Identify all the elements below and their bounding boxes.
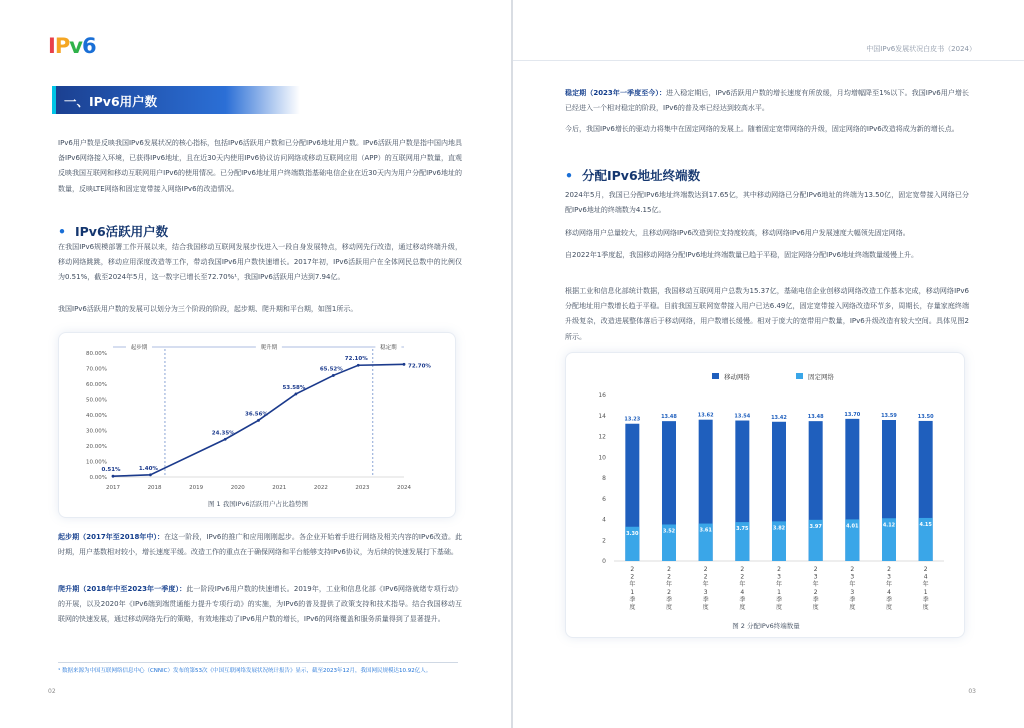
x-category-char: 2: [667, 566, 671, 573]
allocated-paragraph-2: 移动网络用户总量较大，且移动网络IPv6改造到位支持度较高，移动网络IPv6用户发展速度大幅领先固定网络。: [565, 229, 910, 237]
x-category-char: 度: [885, 604, 893, 611]
bullet-icon: •: [565, 168, 573, 183]
phase2-label: 爬升期（2018年中至2023年一季度）：: [58, 585, 187, 593]
y-tick-label: 10.00%: [86, 459, 107, 466]
x-category-char: 3: [887, 573, 891, 581]
x-category-char: 4: [740, 588, 745, 596]
x-tick-label: 2017: [106, 485, 120, 491]
phase-label: 爬升期: [260, 345, 278, 351]
bar-label-fixed: 3.61: [699, 527, 712, 534]
x-category-char: 年: [885, 581, 893, 589]
allocated-ipv6-bar-chart: [566, 357, 966, 619]
page-number-left: 02: [48, 688, 56, 695]
x-category-char: 2: [703, 566, 708, 573]
x-category-char: 年: [775, 581, 783, 589]
footnote-divider: [58, 662, 458, 663]
data-label: 72.10%: [344, 356, 368, 363]
bar-label-mobile: 13.48: [807, 414, 824, 421]
x-category-char: 1: [630, 588, 635, 596]
phase3-text: 进入稳定期后，IPv6活跃用户数的增长速度有所放缓，月均增幅降至1%以下。我国IPv6用户增长已经进入一个相对稳定的阶段，IPv6的普及率已经达到较高水平。: [565, 89, 970, 113]
page-left: [0, 0, 511, 728]
x-category-char: 季: [702, 596, 709, 604]
x-category-char: 年: [739, 581, 746, 589]
data-label: 65.52%: [319, 366, 343, 373]
x-category-char: 季: [849, 596, 856, 604]
x-category-char: 2: [923, 566, 928, 573]
subsection-title: IPv6活跃用户数: [75, 224, 169, 239]
subsection-title: 分配IPv6地址终端数: [582, 168, 701, 183]
x-category-char: 度: [739, 604, 746, 611]
data-label: 36.56%: [245, 411, 268, 418]
x-category-char: 季: [739, 596, 746, 604]
x-category-char: 度: [665, 604, 673, 611]
x-category-char: 度: [702, 604, 709, 611]
phase-label: 起步期: [130, 345, 148, 351]
allocated-paragraph-1: 2024年5月，我国已分配IPv6地址终端数达到17.65亿，其中移动网络已分配IPv6地址的终端为13.50亿，固定宽带接入网络已分配IPv6地址的终端数为4.15亿。: [565, 191, 969, 215]
data-label: 53.58%: [282, 384, 306, 391]
bar-label-mobile: 13.70: [844, 411, 861, 418]
x-category-char: 季: [629, 596, 636, 604]
phases-intro-paragraph: 我国IPv6活跃用户数的发展可以划分为三个阶段的阶段，起步期、爬升期和平台期，如图1所示。: [58, 305, 358, 313]
x-category-char: 4: [887, 588, 891, 596]
x-tick-label: 2023: [355, 485, 370, 491]
phase1-paragraph: [58, 530, 462, 560]
y-tick-label: 40.00%: [86, 413, 107, 419]
page-number-right: 03: [968, 688, 976, 695]
legend-label: 固定网络: [808, 373, 834, 381]
bar-label-fixed: 3.75: [736, 526, 749, 533]
data-point: [112, 475, 115, 478]
report-title-header: 中国IPv6发展状况白皮书（2024）: [866, 45, 976, 53]
data-label: 72.70%: [408, 363, 431, 370]
x-category-char: 4: [923, 573, 928, 581]
legend-swatch: [712, 373, 719, 379]
figure2-caption: 图 2 分配IPv6终端数量: [732, 622, 800, 630]
x-category-char: 3: [813, 573, 818, 581]
phase1-label: 起步期（2017年至2018年中）：: [58, 533, 165, 541]
y-tick-label: 8: [602, 475, 606, 482]
data-point: [357, 364, 360, 367]
bar-label-mobile: 13.54: [734, 413, 751, 420]
phase1-text: 在这一阶段，IPv6的推广和应用刚刚起步。各企业开始着手进行网络及相关内容的IPv6改造。此时期，用户基数相对较小，增长速度平缓。改造工作的重点在于确保网络和平台能够支持IPv6协议，为后续的快速发展打下基础。: [58, 533, 463, 557]
y-tick-label: 60.00%: [86, 382, 107, 388]
ipv6-active-user-line-chart: [59, 339, 457, 499]
future-paragraph: 今后，我国IPv6增长的驱动力将集中在固定网络的发展上。随着固定宽带网络的升级，固定网络的IPv6改造将成为新的增长点。: [565, 125, 959, 133]
x-category-char: 2: [813, 566, 818, 573]
bar-label-fixed: 3.82: [772, 525, 786, 532]
y-tick-label: 14: [598, 412, 606, 420]
y-tick-label: 20.00%: [86, 444, 107, 450]
x-tick-label: 2021: [272, 485, 287, 491]
x-category-char: 度: [922, 604, 929, 611]
y-tick-label: 12: [598, 433, 606, 441]
data-point: [257, 419, 260, 422]
x-tick-label: 2022: [313, 485, 328, 491]
x-tick-label: 2024: [397, 485, 411, 491]
x-tick-label: 2020: [230, 485, 245, 491]
x-category-char: 季: [665, 596, 673, 604]
y-tick-label: 2: [602, 537, 606, 545]
y-tick-label: 16: [598, 392, 606, 399]
figure1-card: [58, 332, 456, 518]
y-tick-label: 70.00%: [86, 366, 107, 373]
x-category-char: 年: [702, 581, 709, 589]
footnote: ¹ 数据来源为中国互联网络信息中心（CNNIC）发布的第53次《中国互联网络发展状况统计报告》显示，截至2023年12月，我国网民规模达10.92亿人。: [58, 668, 432, 674]
x-category-char: 季: [885, 596, 893, 604]
y-tick-label: 6: [602, 495, 606, 503]
data-point: [295, 393, 298, 396]
x-tick-label: 2018: [147, 485, 162, 491]
bar-label-fixed: 4.12: [882, 522, 896, 529]
y-tick-label: 0.00%: [89, 475, 107, 481]
phase-label: 稳定期: [380, 345, 397, 351]
y-tick-label: 80.00%: [86, 351, 107, 357]
x-category-char: 2: [630, 566, 635, 573]
figure1-caption: 图 1 我国IPv6活跃用户占比趋势图: [207, 500, 309, 508]
bar-label-mobile: 13.23: [624, 416, 641, 423]
x-category-char: 度: [849, 604, 856, 611]
data-label: 0.51%: [101, 467, 121, 474]
x-category-char: 2: [740, 573, 745, 581]
x-category-char: 3: [777, 573, 781, 581]
x-category-char: 2: [740, 566, 745, 573]
bar-label-fixed: 4.15: [919, 521, 932, 528]
phase2-paragraph: [58, 582, 462, 628]
bar-label-mobile: 13.50: [917, 413, 934, 420]
x-tick-label: 2019: [189, 485, 204, 491]
bar-label-fixed: 3.52: [662, 528, 676, 535]
x-category-char: 1: [777, 588, 781, 596]
data-point: [149, 473, 152, 476]
intro-paragraph: IPv6用户数是反映我国IPv6发展状况的核心指标，包括IPv6活跃用户数和已分配IPv6地址用户数。IPv6活跃用户数是指中国内地具备IPv6网络接入环境，已获得IPv6地址，且在近30天内使用IPv6协议访问网络或移动互联网应用（APP）的互联网用户数量，直观反映我国互联网和移动互联网用户IPv6的使用情况。已分配IPv6地址用户终端数指基础电信企业在近30天内为用户分配IPv6地址的数量，反映LTE网络和固定宽带接入网络IPv6的改造情况。: [58, 139, 462, 193]
data-label: 1.40%: [138, 465, 158, 472]
data-point: [224, 438, 227, 441]
bar-label-mobile: 13.62: [697, 412, 714, 419]
x-category-char: 2: [630, 573, 635, 581]
x-category-char: 2: [813, 588, 818, 596]
legend-swatch: [796, 373, 803, 379]
x-category-char: 季: [775, 596, 783, 604]
bullet-icon: •: [58, 224, 66, 239]
x-category-char: 度: [812, 604, 819, 611]
ipv6-logo: IPv6: [48, 34, 96, 58]
y-tick-label: 4: [602, 516, 606, 524]
x-category-char: 2: [667, 573, 671, 581]
bar-label-fixed: 4.01: [846, 523, 859, 530]
y-tick-label: 10: [598, 454, 606, 462]
phase3-label: 稳定期（2023年一季度至今）：: [565, 89, 667, 97]
x-category-char: 年: [922, 581, 929, 589]
x-category-char: 3: [850, 573, 855, 581]
bar-label-mobile: 13.59: [881, 413, 897, 420]
subsection-heading-active-users: [58, 222, 168, 240]
figure2-card: [565, 352, 965, 638]
bar-label-mobile: 13.48: [661, 414, 677, 421]
subsection-heading-allocated: [565, 166, 700, 184]
data-point: [332, 374, 335, 377]
phase3-paragraph: [565, 86, 969, 116]
x-category-char: 2: [667, 588, 671, 596]
bar-label-fixed: 3.97: [809, 523, 822, 530]
bar-label-fixed: 3.30: [626, 530, 639, 537]
y-tick-label: 0: [602, 558, 606, 565]
x-category-char: 1: [923, 588, 928, 596]
phase2-text: 此一阶段IPv6用户数的快速增长。2019年，工业和信息化部《IPv6网络就绪专项行动》的开展，以及2020年《IPv6端到端贯通能力提升专项行动》的实施，为IPv6的普及提供了政策支持和技术指导。结合我国移动互联网的快速发展，通过移动网络先行的策略，有效地推动了IPv6用户数的增长，IPv6的网络覆盖和服务质量得到了显著提升。: [58, 585, 463, 624]
x-category-char: 2: [850, 566, 855, 573]
x-category-char: 年: [849, 581, 856, 589]
x-category-char: 3: [850, 588, 855, 596]
allocated-paragraph-3: 自2022年1季度起，我国移动网络分配IPv6地址终端数量已趋于平稳，固定网络分配IPv6地址终端数量缓慢上升。: [565, 251, 919, 259]
bar-label-mobile: 13.42: [771, 414, 787, 421]
y-tick-label: 50.00%: [86, 397, 107, 404]
x-category-char: 年: [665, 581, 673, 589]
data-point: [403, 363, 406, 366]
x-category-char: 2: [887, 566, 891, 573]
x-category-char: 季: [812, 596, 819, 604]
x-category-char: 季: [922, 596, 929, 604]
x-category-char: 3: [703, 588, 708, 596]
x-category-char: 度: [629, 604, 636, 611]
data-label: 24.35%: [211, 430, 235, 437]
header-rule: [513, 60, 1024, 61]
section-banner: [52, 86, 300, 114]
active-users-paragraph: 在我国IPv6规模部署工作开展以来，结合我国移动互联网发展步伐进入一段自身发展特点，移动网先行改造，通过移动终端升级，移动网络跳跳，移动应用深度改造等工作，带动我国IPv6用户数快速增长。2017年初，IPv6活跃用户在全体网民总数中的比例仅为0.51%，截至2024年5月，这一数字已增长至72.70%¹，我国IPv6活跃用户达到7.94亿。: [58, 243, 462, 282]
y-tick-label: 30.00%: [86, 428, 107, 435]
section-title: 一、IPv6用户数: [64, 94, 158, 109]
x-category-char: 2: [703, 573, 708, 581]
x-category-char: 2: [777, 566, 781, 573]
x-category-char: 年: [812, 581, 819, 589]
x-category-char: 度: [775, 604, 783, 611]
x-category-char: 年: [629, 581, 636, 589]
legend-label: 移动网络: [724, 373, 750, 381]
page-right: [513, 0, 1024, 728]
allocated-paragraph-4: 根据工业和信息化部统计数据，我国移动互联网用户总数为15.37亿，基础电信企业创移动网络改造工作基本完成，移动网络IPv6分配地址用户数增长趋于平稳。目前我国互联网宽带接入用户已达6.49亿，固定宽带接入网络改造环节多，周期长，存量家庭终端升级复杂，改造进展整体落后于移动网络，用户数增长缓慢。相对于庞大的宽带用户数量，IPv6升级改造有较大空间。具体见图2所示。: [565, 287, 969, 341]
